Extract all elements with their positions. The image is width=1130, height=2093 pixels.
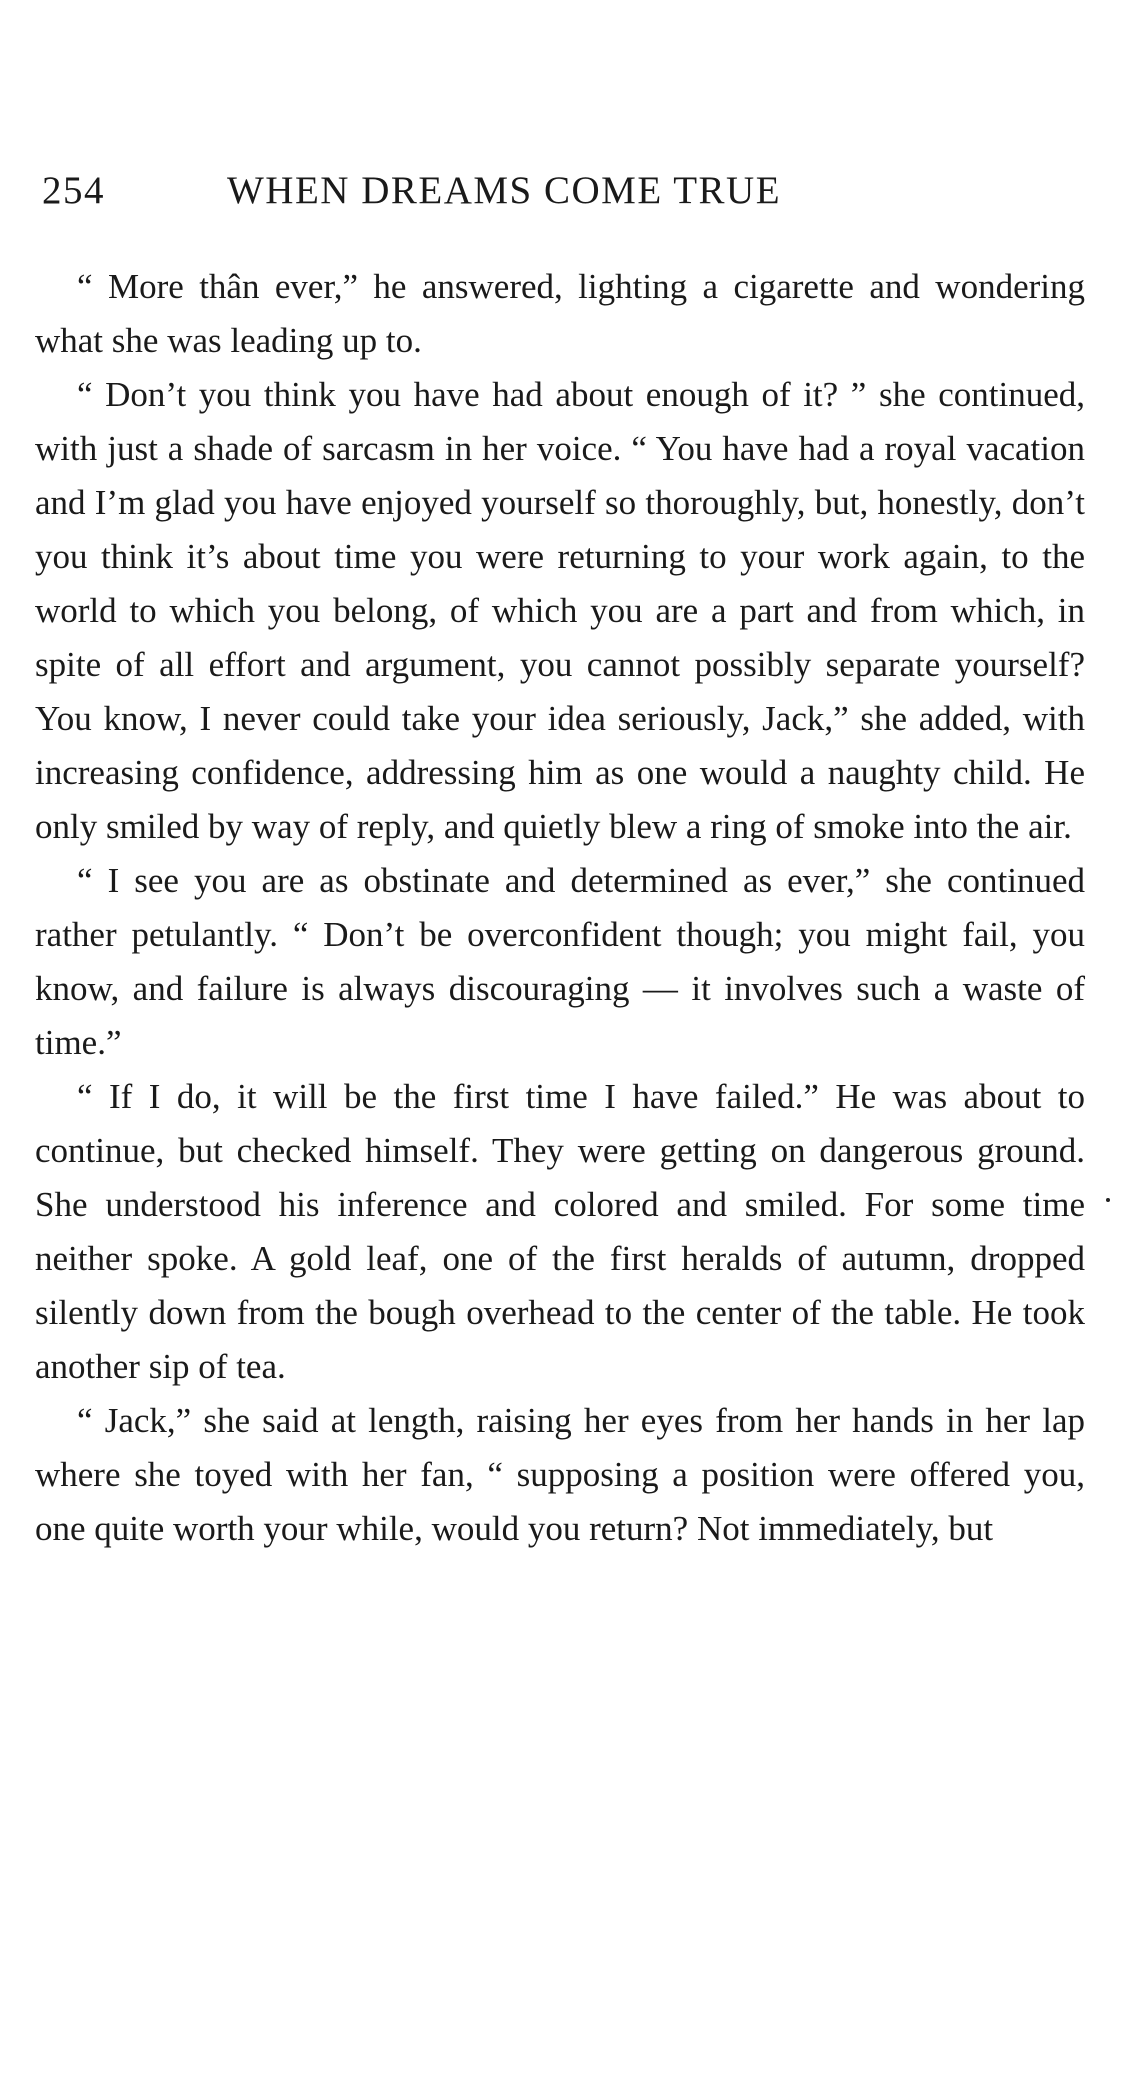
print-speck [1106,1198,1110,1202]
paragraph: “ Jack,” she said at length, raising her eyes from her hands in her lap where she toyed with her fan, “ supposing a position were offered you, one quite worth your while, would you return? Not immediately, but [35,1401,1085,1548]
body-text [35,260,1085,1556]
paragraph: “ I see you are as obstinate and determined as ever,” she continued rather petulantly. “ Don’t be overconfident though; you might fail, you know, and failure is always discouraging — it involves such a waste of time.” [35,861,1085,1062]
paragraph: “ More thân ever,” he answered, lighting a cigarette and wondering what she was leading up to. [35,267,1085,360]
page-number: 254 [42,169,105,212]
paragraph: “ Don’t you think you have had about enough of it? ” she continued, with just a shade of sarcasm in her voice. “ You have had a royal vacation and I’m glad you have enjoyed yourself so thoroughly, but, honestly, don’t you think it’s about time you were returning to your work again, to the world to which you belong, of which you are a part and from which, in spite of all effort and argument, you cannot possibly separate yourself? You know, I never could take your idea seriously, Jack,” she added, with increasing confidence, addressing him as one would a naughty child. He only smiled by way of reply, and quietly blew a ring of smoke into the air. [35,375,1085,846]
running-head [42,168,1082,218]
running-title: WHEN DREAMS COME TRUE [227,169,782,212]
paragraph: “ If I do, it will be the first time I have failed.” He was about to continue, but checked himself. They were getting on dangerous ground. She understood his inference and colored and smiled. For some time neither spoke. A gold leaf, one of the first heralds of autumn, dropped silently down from the bough overhead to the center of the table. He took another sip of tea. [35,1077,1085,1386]
